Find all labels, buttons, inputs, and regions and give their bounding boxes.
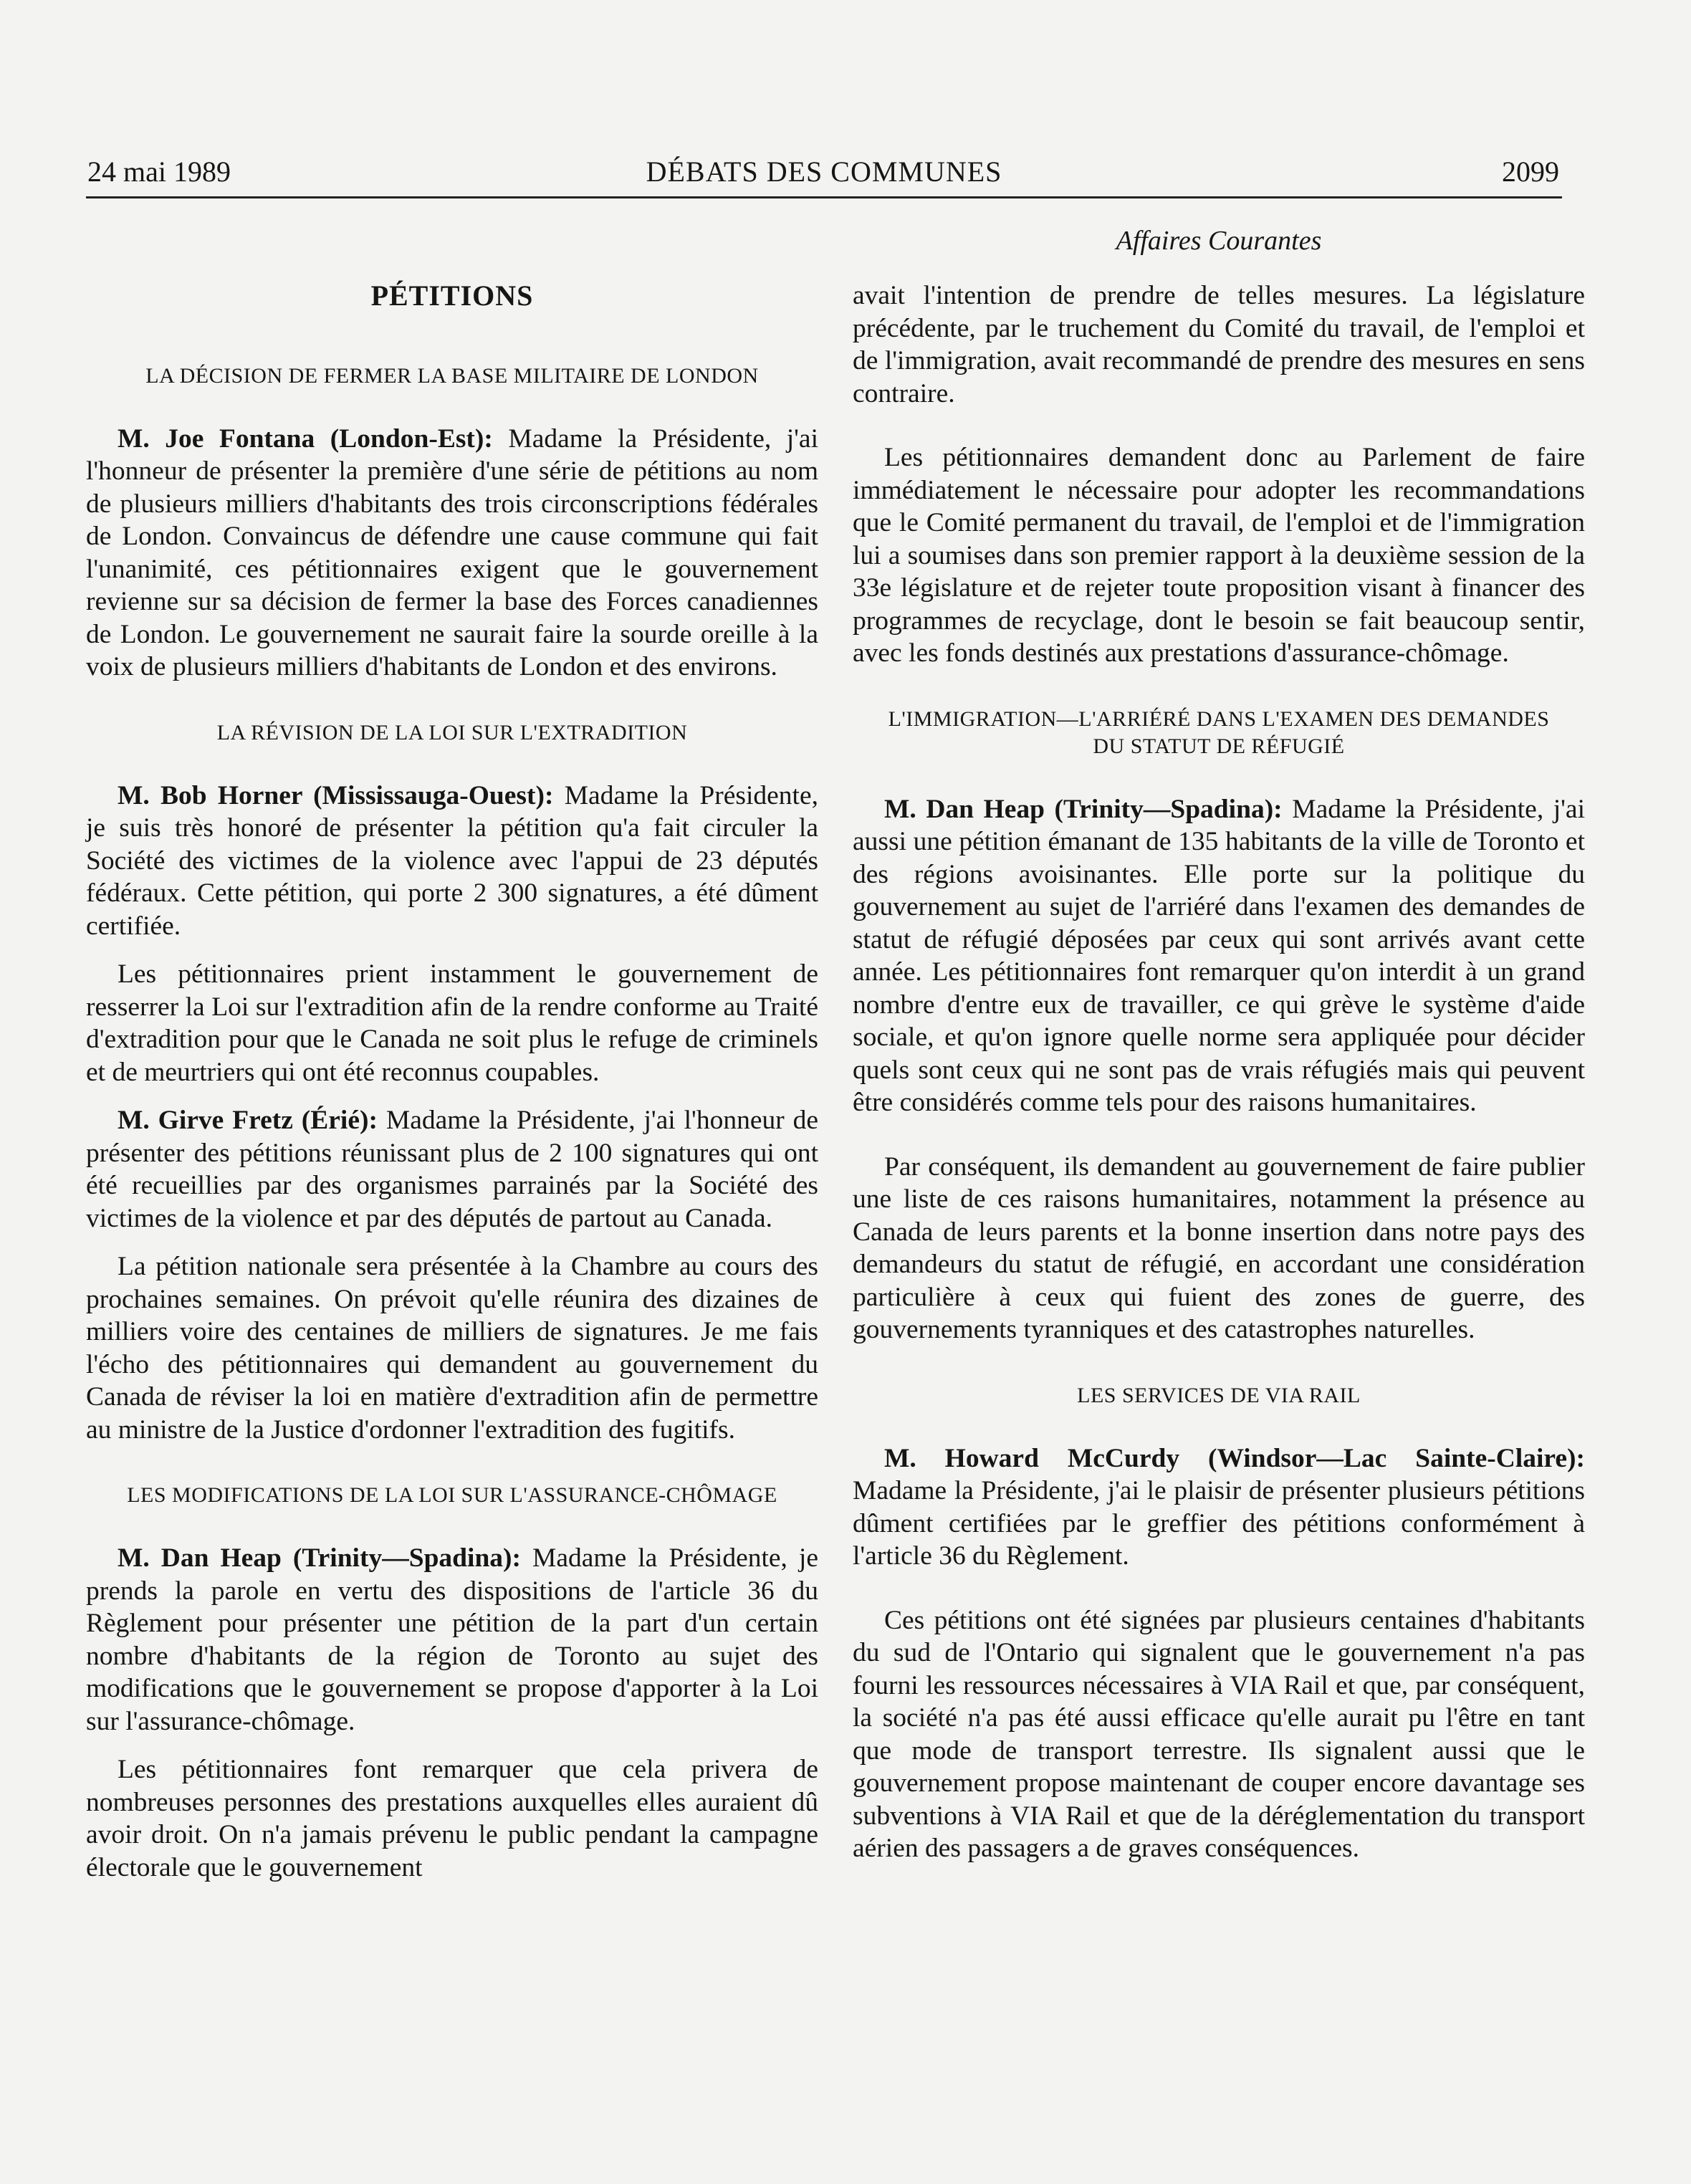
section-heading: PÉTITIONS: [370, 279, 534, 312]
paragraph: La pétition nationale sera présentée à la Chambre au cours des prochaines semaines. On prévoit qu'elle réunira des dizaines de milliers voire des centaines de milliers de signatures. Je me fais l'écho des pétitionnaires qui demandent au gouvernement du Canada de réviser la loi en matière d'extradition afin de permettre au ministre de la Justice d'ordonner l'extradition des fugitifs.: [86, 1252, 818, 1445]
subsection-title: LA RÉVISION DE LA LOI SUR L'EXTRADITION: [216, 720, 688, 744]
paragraph: [86, 1542, 818, 1738]
paragraph: Par conséquent, ils demandent au gouvernement de faire publier une liste de ces raisons humanitaires, notamment la présence au Canada de leurs parents et la bonne insertion dans notre pays des demandeurs du statut de réfugié, en accordant une considération particulière à ceux qui fuient des zones de guerre, des gouvernements tyranniques et des catastrophes naturelles.: [853, 1151, 1585, 1344]
speaker-name: M. Girve Fretz (Érié):: [118, 1106, 378, 1135]
header-date: 24 mai 1989: [87, 155, 231, 188]
running-head: Affaires Courantes: [1116, 226, 1322, 256]
speaker-name: M. Dan Heap (Trinity—Spadina):: [118, 1543, 522, 1573]
page-number: 2099: [1502, 155, 1559, 188]
paragraph-text: Madame la Présidente, j'ai aussi une pétition émanant de 135 habitants de la ville de Toronto et des régions avoisinantes. Elle porte sur la politique du gouvernement au sujet de l'arriéré dans l'examen des demandes de statut de réfugié déposées par ceux qui sont arrivés avant cette année. Les pétitionnaires font remarquer qu'on interdit à un grand nombre d'entre eux de travailler, ce qui grève le système d'aide sociale, et qu'on ignore quelle norme sera appliquée pour décider quels sont ceux qui ne sont pas de vrais réfugiés mais qui peuvent être considérés comme tels pour des raisons humanitaires.: [853, 794, 1585, 1117]
subsection-title: L'IMMIGRATION—L'ARRIÉRÉ DANS L'EXAMEN DES DEMANDES DU STATUT DE RÉFUGIÉ: [888, 707, 1550, 758]
paragraph: Les pétitionnaires demandent donc au Parlement de faire immédiatement le nécessaire pour adopter les recommandations que le Comité permanent du travail, de l'emploi et de l'immigration lui a soumises dans son premier rapport à la deuxième session de la 33e législature et de rejeter toute proposition visant à financer des programmes de recyclage, dont le besoin se fait beaucoup sentir, avec les fonds destinés aux prestations d'assurance-chômage.: [853, 443, 1585, 668]
paragraph-text: Madame la Présidente, j'ai l'honneur de présenter la première d'une série de pétitions au nom de plusieurs milliers d'habitants des trois circonscriptions fédérales de London. Convaincus de défendre une cause commune qui fait l'unanimité, ces pétitionnaires exigent que le gouvernement revienne sur sa décision de fermer la base des Forces canadiennes de London. Le gouvernement ne saurait faire la sourde oreille à la voix de plusieurs milliers d'habitants de London et des environs.: [86, 423, 818, 681]
paragraph-text: Madame la Présidente, je prends la parole en vertu des dispositions de l'article 36 du Règlement pour présenter une pétition de la part d'un certain nombre d'habitants de la région de Toronto au sujet des modifications que le gouvernement se propose d'apporter à la Loi sur l'assurance-chômage.: [86, 1543, 818, 1736]
speaker-name: M. Bob Horner (Mississauga-Ouest):: [118, 780, 554, 810]
paragraph: Les pétitionnaires font remarquer que cela privera de nombreuses personnes des prestations auxquelles elles auraient dû avoir droit. On n'a jamais prévenu le public pendant la campagne électorale que le gouvernement: [86, 1755, 818, 1882]
paragraph: [86, 1104, 818, 1235]
subsection-title: LA DÉCISION DE FERMER LA BASE MILITAIRE DE LONDON: [145, 363, 759, 388]
paragraph: [86, 780, 818, 943]
paragraph: Les pétitionnaires prient instamment le gouvernement de resserrer la Loi sur l'extradition afin de la rendre conforme au Traité d'extradition pour que le Canada ne soit plus le refuge de criminels et de meurtriers qui ont été reconnus coupables.: [86, 959, 818, 1087]
paragraph-text: Madame la Présidente, j'ai l'honneur de présenter des pétitions réunissant plus de 2 100 signatures qui ont été recueillies par des organismes parrainés par la Société des victimes de la violence et par des députés de partout au Canada.: [86, 1106, 819, 1233]
subsection-title: LES SERVICES DE VIA RAIL: [1077, 1383, 1361, 1407]
subsection-title: LES MODIFICATIONS DE LA LOI SUR L'ASSURANCE-CHÔMAGE: [127, 1483, 777, 1507]
paragraph: [853, 1442, 1585, 1573]
paragraph: [86, 423, 818, 684]
paragraph: [853, 793, 1585, 1119]
header-title: DÉBATS DES COMMUNES: [646, 155, 1002, 188]
paragraph-continued: avait l'intention de prendre de telles mesures. La législature précédente, par le truchement du Comité du travail, de l'emploi et de l'immigration, avait recommandé de prendre des mesures en sens contraire.: [853, 281, 1585, 408]
page-header: [86, 150, 1562, 198]
speaker-name: M. Joe Fontana (London-Est):: [118, 423, 493, 454]
speaker-name: M. Howard McCurdy (Windsor—Lac Sainte-Claire):: [884, 1443, 1585, 1473]
left-column: [86, 279, 818, 2114]
right-column: [853, 279, 1585, 2114]
paragraph: Ces pétitions ont été signées par plusieurs centaines d'habitants du sud de l'Ontario qui signalent que le gouvernement n'a pas fourni les ressources nécessaires à VIA Rail et que, par conséquent, la société n'a pas été aussi efficace qu'elle aurait pu l'être en tant que mode de transport terrestre. Ils signalent aussi que le gouvernement propose maintenant de couper encore davantage ses subventions à VIA Rail et que de la déréglementation du transport aérien des passagers a de graves conséquences.: [853, 1605, 1585, 1863]
speaker-name: M. Dan Heap (Trinity—Spadina):: [884, 794, 1283, 824]
paragraph-text: Madame la Présidente, je suis très honoré de présenter la pétition qu'a fait circuler la Société des victimes de la violence avec l'appui de 23 députés fédéraux. Cette pétition, qui porte 2 300 signatures, a été dûment certifiée.: [86, 780, 818, 941]
paragraph-text: Madame la Présidente, j'ai le plaisir de présenter plusieurs pétitions dûment certifiées par le greffier des pétitions conformément à l'article 36 du Règlement.: [853, 1476, 1585, 1571]
